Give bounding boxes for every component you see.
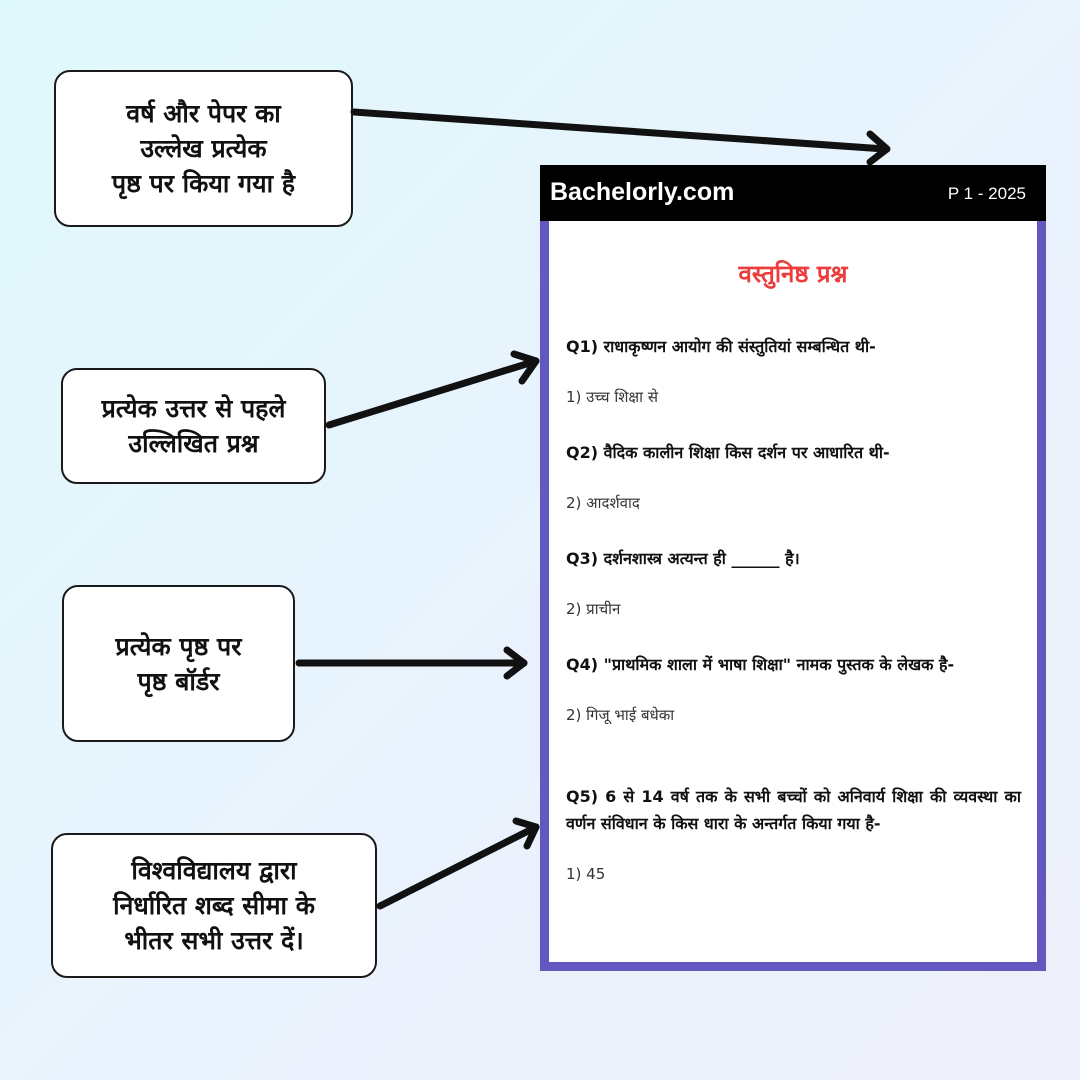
callout-question-before-answer (61, 368, 326, 484)
arrow-2-icon (329, 354, 536, 425)
section-title: वस्तुनिष्ठ प्रश्न (738, 260, 848, 288)
answer-text: 1) उच्च शिक्षा से (566, 388, 658, 406)
callout-text: वर्ष और पेपर का उल्लेख प्रत्येक पृष्ठ पर किया गया है (111, 99, 296, 198)
answer-text: 2) प्राचीन (566, 600, 621, 618)
question-item-4 (566, 651, 1021, 726)
answer-text: 2) गिजू भाई बधेका (566, 706, 675, 724)
question-text: Q1) राधाकृष्णन आयोग की संस्तुतियां सम्बन्धित थी- (566, 337, 876, 356)
callout-text: प्रत्येक उत्तर से पहले उल्लिखित प्रश्न (101, 394, 286, 458)
answer-text: 2) आदर्शवाद (566, 494, 640, 512)
arrow-3-icon (299, 650, 524, 676)
question-text: Q2) वैदिक कालीन शिक्षा किस दर्शन पर आधारित थी- (566, 443, 890, 462)
question-item-2 (566, 439, 1021, 514)
answer-sheet-page (540, 165, 1046, 971)
question-item-3 (566, 545, 1021, 620)
callout-text: विश्वविद्यालय द्वारा निर्धारित शब्द सीमा के भीतर सभी उत्तर दें। (113, 856, 315, 955)
arrow-4-icon (380, 821, 536, 906)
callout-word-limit (51, 833, 377, 978)
question-text: Q5) 6 से 14 वर्ष तक के सभी बच्चों को अनिवार्य शिक्षा की व्यवस्था का वर्णन संविधान के किस धारा के अन्तर्गत किया गया है- (566, 787, 1021, 833)
question-item-1 (566, 333, 1021, 408)
question-text: Q3) दर्शनशास्त्र अत्यन्त ही ______ है। (566, 549, 800, 568)
paper-code: P 1 - 2025 (947, 184, 1026, 203)
callout-year-paper (54, 70, 353, 227)
answer-text: 1) 45 (566, 865, 606, 883)
arrow-1-icon (354, 112, 887, 162)
callout-page-border (62, 585, 295, 742)
callout-text: प्रत्येक पृष्ठ पर पृष्ठ बॉर्डर (115, 631, 242, 696)
question-text: Q4) "प्राथमिक शाला में भाषा शिक्षा" नामक पुस्तक के लेखक है- (566, 655, 955, 674)
question-item-5 (566, 783, 1021, 885)
page-header (540, 165, 1046, 221)
brand-logo: Bachelorly.com (550, 178, 735, 206)
